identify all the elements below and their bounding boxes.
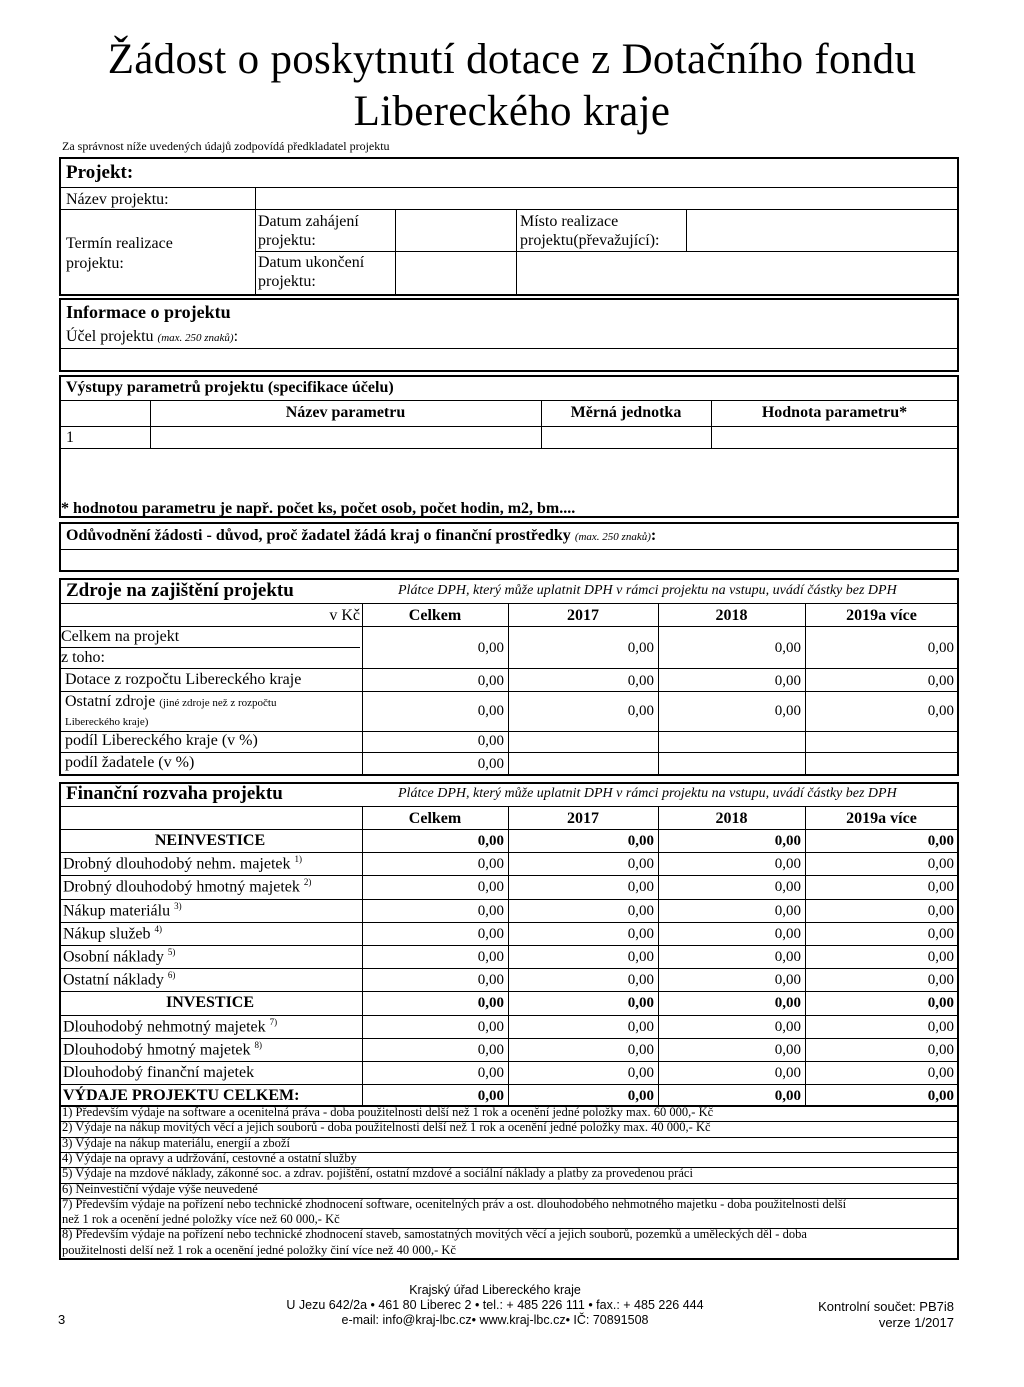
- budget-value: 0,00: [774, 856, 801, 873]
- budget-row-label: [63, 1064, 254, 1082]
- budget-col-2019: 2019a více: [846, 810, 917, 827]
- start-date-label: [258, 212, 359, 250]
- budget-value: 0,00: [477, 902, 504, 919]
- term-label: [66, 234, 173, 274]
- outputs-header: Výstupy parametrů projektu (specifikace účelu): [66, 379, 394, 396]
- budget-value: 0,00: [927, 902, 954, 919]
- footnote-ref: 6): [167, 970, 176, 981]
- budget-value: 0,00: [477, 1041, 504, 1058]
- budget-value: 0,00: [774, 833, 801, 849]
- budget-value: 0,00: [477, 972, 504, 989]
- divider: [60, 991, 958, 992]
- divider: [60, 1061, 958, 1062]
- budget-vat-note: Plátce DPH, který může uplatnit DPH v rámci projektu na vstupu, uvádí částky bez DPH: [398, 786, 897, 801]
- other-sources-hint-1: (jiné zdroje než z rozpočtu: [159, 697, 277, 709]
- purpose-field: [60, 371, 958, 372]
- justification-hint: (max. 250 znaků): [574, 531, 651, 543]
- version: verze 1/2017: [878, 1315, 954, 1330]
- subsidy-value: 0,00: [774, 673, 801, 689]
- budget-value: 0,00: [774, 1088, 801, 1105]
- budget-value: 0,00: [774, 1065, 801, 1081]
- info-header: Informace o projektu: [66, 302, 231, 322]
- justification-label: [66, 527, 656, 545]
- project-name-label: Název projektu:: [66, 191, 169, 208]
- budget-header: Finanční rozvaha projektu: [66, 783, 283, 804]
- footnote-ref: 7): [269, 1016, 278, 1027]
- divider: [686, 209, 687, 251]
- title-line-1: Žádost o poskytnutí dotace z Dotačního fondu: [107, 36, 917, 83]
- budget-value: 0,00: [627, 995, 654, 1012]
- row-number: 1: [66, 429, 74, 446]
- sources-col-2019: 2019a více: [846, 607, 917, 624]
- other-value: 0,00: [477, 703, 504, 719]
- divider: [60, 899, 958, 900]
- sources-header: Zdroje na zajištění projektu: [66, 580, 294, 601]
- budget-row-label-text: Osobní náklady: [63, 948, 164, 966]
- footer-contact: e-mail: info@kraj-lbc.cz• www.kraj-lbc.cz• IČ: 70891508: [341, 1313, 649, 1327]
- total-label: Celkem na projekt: [61, 628, 180, 645]
- budget-value: 0,00: [927, 833, 954, 849]
- sources-col-2018: 2018: [715, 607, 748, 624]
- other-value: 0,00: [627, 703, 654, 719]
- end-date-label-line-2: projektu:: [258, 273, 316, 290]
- total-value: 0,00: [774, 640, 801, 656]
- budget-value: 0,00: [774, 1018, 801, 1035]
- term-label-line-2: projektu:: [66, 255, 124, 272]
- budget-value: 0,00: [774, 925, 801, 942]
- budget-col-total: Celkem: [408, 810, 462, 827]
- subsidy-label: Dotace z rozpočtu Libereckého kraje: [65, 671, 302, 688]
- budget-value: 0,00: [927, 995, 954, 1012]
- responsibility-note: Za správnost níže uvedených údajů zodpovídá předkladatel projektu: [62, 139, 390, 153]
- divider: [60, 348, 958, 349]
- divider: [60, 1038, 958, 1039]
- sources-col-2017: 2017: [567, 607, 599, 624]
- budget-row-label: [63, 855, 302, 873]
- divider: [255, 251, 958, 252]
- budget-value: 0,00: [774, 972, 801, 989]
- budget-row-label: [63, 971, 175, 989]
- applicant-share-value: 0,00: [477, 756, 504, 772]
- budget-col-2018: 2018: [715, 810, 748, 827]
- other-value: 0,00: [927, 703, 954, 719]
- divider: [60, 922, 958, 923]
- budget-value: 0,00: [627, 856, 654, 873]
- budget-row-label: [63, 902, 182, 920]
- of-which-label: z toho:: [61, 649, 105, 666]
- budget-row-label-text: Nákup služeb: [63, 925, 151, 943]
- divider: [60, 426, 958, 427]
- budget-value: 0,00: [627, 879, 654, 896]
- divider: [60, 187, 958, 188]
- budget-row-label-text: NEINVESTICE: [154, 832, 266, 849]
- col-unit: Měrná jednotka: [570, 404, 682, 421]
- sources-vat-note: Plátce DPH, který může uplatnit DPH v rámci projektu na vstupu, uvádí částky bez DPH: [398, 583, 897, 598]
- budget-row-label: [63, 1087, 299, 1105]
- footnote-ref: 3): [174, 900, 182, 911]
- region-share-label: podíl Libereckého kraje (v %): [65, 732, 258, 749]
- budget-row-label-text: Dlouhodobý nehmotný majetek: [63, 1017, 266, 1035]
- footnote-ref: 5): [167, 947, 176, 957]
- divider: [60, 1084, 958, 1085]
- divider: [60, 400, 958, 401]
- budget-value: 0,00: [927, 856, 954, 873]
- budget-row-label: [63, 948, 175, 966]
- budget-value: 0,00: [477, 856, 504, 873]
- budget-value: 0,00: [477, 1065, 504, 1081]
- budget-value: 0,00: [627, 1041, 654, 1058]
- other-sources-hint-2: Libereckého kraje): [65, 716, 149, 728]
- project-section: [59, 157, 959, 296]
- budget-row-label-text: VÝDAJE PROJEKTU CELKEM:: [63, 1087, 300, 1105]
- note-line: 8) Především výdaje na pořízení nebo technické zhodnocení staveb, samostatných movitých věcí a jejich souborů, pozemků a uměleckých děl - doba: [62, 1227, 807, 1242]
- divider: [60, 294, 958, 295]
- divider: [60, 1015, 958, 1016]
- divider: [60, 875, 958, 876]
- budget-row-label-text: Nákup materiálu: [63, 901, 171, 919]
- footer-org: Krajský úřad Libereckého kraje: [409, 1283, 581, 1297]
- col-parameter-name: Název parametru: [285, 404, 406, 421]
- divider: [60, 752, 958, 753]
- budget-row-label: [60, 994, 360, 1012]
- divider: [60, 945, 958, 946]
- end-date-label: [258, 253, 364, 291]
- budget-col-2017: 2017: [567, 810, 599, 827]
- place-label-line-1: Místo realizace: [520, 213, 619, 230]
- budget-value: 0,00: [477, 1018, 504, 1035]
- total-value: 0,00: [927, 640, 954, 656]
- budget-value: 0,00: [927, 925, 954, 942]
- budget-value: 0,00: [477, 949, 504, 965]
- budget-row-label: [63, 1041, 262, 1059]
- budget-value: 0,00: [627, 1065, 654, 1081]
- total-value: 0,00: [627, 640, 654, 656]
- divider: [60, 549, 958, 550]
- checksum: Kontrolní součet: PB7i8: [818, 1299, 954, 1314]
- divider: [60, 852, 958, 853]
- footnote-ref: 4): [154, 923, 163, 934]
- budget-row-label-text: INVESTICE: [165, 994, 255, 1012]
- purpose-label: [66, 328, 238, 346]
- divider: [60, 668, 958, 669]
- budget-value: 0,00: [774, 1041, 801, 1058]
- col-value: Hodnota parametru*: [761, 404, 908, 421]
- divider: [60, 691, 958, 692]
- footnote-ref: 1): [294, 854, 303, 865]
- budget-value: 0,00: [927, 972, 954, 989]
- note-line: 7) Především výdaje na pořízení nebo technické zhodnocení software, ocenitelných práv a ost. dlouhodobého nehmotného majetku - doba použitelnosti delší: [62, 1196, 847, 1211]
- budget-row-label-text: Drobný dlouhodobý hmotný majetek: [63, 878, 300, 896]
- end-date-label-line-1: Datum ukončení: [258, 254, 365, 271]
- budget-value: 0,00: [927, 1088, 954, 1105]
- purpose-hint: (max. 250 znaků): [157, 332, 234, 344]
- note-line: 6) Neinvestiční výdaje výše neuvedené: [62, 1181, 258, 1196]
- budget-row-label-text: Drobný dlouhodobý nehm. majetek: [63, 855, 291, 873]
- budget-value: 0,00: [477, 995, 504, 1012]
- note-line: 1) Především výdaje na software a ocenitelná práva - doba použitelnosti delší než 1 rok a ocenění jedné položky max. 60 000,- Kč: [62, 1105, 714, 1119]
- subsidy-value: 0,00: [477, 673, 504, 689]
- budget-value: 0,00: [627, 925, 654, 942]
- budget-row-label: [60, 832, 360, 850]
- purpose-colon: :: [233, 328, 239, 345]
- divider: [60, 829, 958, 830]
- budget-value: 0,00: [927, 1041, 954, 1058]
- budget-value: 0,00: [627, 833, 654, 849]
- page-number: 3: [58, 1312, 66, 1327]
- divider: [60, 647, 360, 648]
- other-sources-label-text: Ostatní zdroje: [65, 693, 156, 710]
- budget-value: 0,00: [477, 925, 504, 942]
- budget-value: 0,00: [627, 949, 654, 965]
- note-line: 2) Výdaje na nákup movitých věcí a jejich souborů - doba použitelnosti delší než 1 rok a ocenění jedné položky max. 40 000,- Kč: [62, 1120, 711, 1135]
- budget-value: 0,00: [477, 879, 504, 896]
- project-header: Projekt:: [66, 162, 134, 183]
- budget-value: 0,00: [627, 1088, 654, 1105]
- purpose-label-text: Účel projektu: [66, 328, 154, 345]
- budget-value: 0,00: [627, 1018, 654, 1035]
- budget-value: 0,00: [774, 949, 801, 965]
- region-share-value: 0,00: [477, 733, 504, 749]
- budget-row-label: [63, 925, 162, 943]
- footer-address: U Jezu 642/2a • 461 80 Liberec 2 • tel.: + 485 226 111 • fax.: + 485 226 444: [286, 1298, 704, 1312]
- budget-value: 0,00: [774, 879, 801, 896]
- budget-value: 0,00: [627, 972, 654, 989]
- justification-colon: :: [650, 527, 657, 544]
- note-line: 5) Výdaje na mzdové náklady, zákonné soc. a zdrav. pojištění, ostatní mzdové a sociální náklady a platby za provedenou práci: [62, 1166, 693, 1181]
- total-value: 0,00: [477, 640, 504, 656]
- note-line: 3) Výdaje na nákup materiálu, energií a zboží: [62, 1135, 290, 1150]
- divider: [60, 448, 958, 449]
- divider: [60, 209, 958, 210]
- subsidy-value: 0,00: [627, 673, 654, 689]
- place-label: [520, 212, 660, 250]
- footnote-ref: 8): [254, 1039, 263, 1050]
- budget-value: 0,00: [927, 1018, 954, 1035]
- outputs-footnote: * hodnotou parametru je např. počet ks, počet osob, počet hodin, m2, bm....: [61, 500, 576, 517]
- justification-label-text: Odůvodnění žádosti - důvod, proč žadatel žádá kraj o finanční prostředky: [66, 527, 571, 544]
- divider: [516, 209, 517, 294]
- note-line: než 1 rok a ocenění jedné položky více než 60 000,- Kč: [62, 1212, 340, 1227]
- budget-row-label-text: Dlouhodobý finanční majetek: [63, 1064, 255, 1081]
- budget-value: 0,00: [774, 902, 801, 919]
- sources-col-total: Celkem: [408, 607, 462, 624]
- divider: [60, 603, 958, 604]
- divider: [255, 187, 256, 294]
- note-line: použitelnosti delší než 1 rok a ocenění jedné položky činí více než 40 000,- Kč: [62, 1242, 456, 1257]
- other-value: 0,00: [774, 703, 801, 719]
- start-date-label-line-1: Datum zahájení: [258, 213, 359, 230]
- term-label-line-1: Termín realizace: [66, 235, 173, 252]
- other-sources-label: [65, 693, 276, 731]
- budget-row-label: [63, 878, 311, 896]
- title-line-2: Libereckého kraje: [353, 88, 671, 135]
- budget-value: 0,00: [927, 949, 954, 965]
- divider: [60, 626, 958, 627]
- subsidy-value: 0,00: [927, 673, 954, 689]
- budget-value: 0,00: [774, 995, 801, 1012]
- page-title: [0, 34, 1024, 138]
- budget-value: 0,00: [477, 833, 504, 849]
- note-line: 4) Výdaje na opravy a udržování, cestovné a ostatní služby: [62, 1150, 357, 1165]
- footnote-ref: 2): [303, 877, 312, 888]
- budget-value: 0,00: [927, 879, 954, 896]
- divider: [60, 968, 958, 969]
- budget-row-label: [63, 1018, 277, 1036]
- budget-value: 0,00: [477, 1088, 504, 1105]
- budget-value: 0,00: [927, 1065, 954, 1081]
- place-label-line-2: projektu(převažující):: [520, 232, 660, 249]
- budget-value: 0,00: [627, 902, 654, 919]
- start-date-label-line-2: projektu:: [258, 232, 316, 249]
- currency-label: v Kč: [329, 607, 360, 624]
- budget-row-label-text: Ostatní náklady: [63, 971, 164, 989]
- budget-row-label-text: Dlouhodobý hmotný majetek: [63, 1041, 251, 1059]
- divider: [60, 806, 958, 807]
- applicant-share-label: podíl žadatele (v %): [65, 754, 195, 771]
